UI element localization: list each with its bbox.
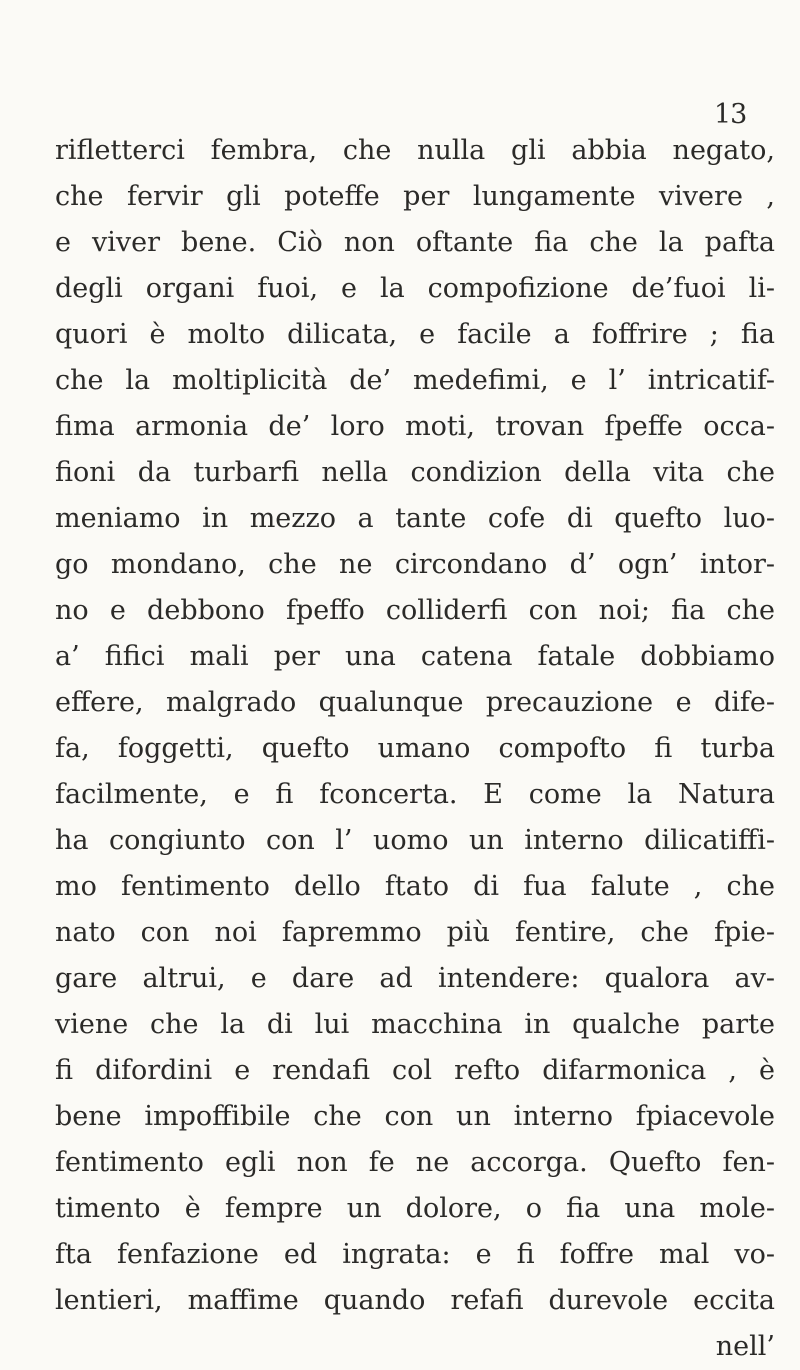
text-line: facilmente, e fi fconcerta. E come la Natura xyxy=(55,779,775,810)
text-line: fentimento egli non fe ne accorga. Quefto fen- xyxy=(55,1147,775,1178)
catchword: nell’ xyxy=(715,1331,775,1362)
text-line: lentieri, maffime quando refafi durevole eccita xyxy=(55,1285,775,1316)
text-line: fioni da turbarfi nella condizion della vita che xyxy=(55,457,775,488)
text-line: quori è molto dilicata, e facile a foffrire ; fia xyxy=(55,319,775,350)
text-line: effere, malgrado qualunque precauzione e dife- xyxy=(55,687,775,718)
text-line: nato con noi fapremmo più fentire, che fpie- xyxy=(55,917,775,948)
text-line: a’ fifici mali per una catena fatale dobbiamo xyxy=(55,641,775,672)
text-line: degli organi fuoi, e la compofizione de’fuoi li- xyxy=(55,273,775,304)
text-line: mo fentimento dello ftato di fua falute , che xyxy=(55,871,775,902)
text-line: fima armonia de’ loro moti, trovan fpeffe occa- xyxy=(55,411,775,442)
text-line: fa, foggetti, quefto umano compofto fi turba xyxy=(55,733,775,764)
text-line: rifletterci fembra, che nulla gli abbia negato, xyxy=(55,135,775,166)
text-line: fi difordini e rendafi col refto difarmonica , è xyxy=(55,1055,775,1086)
text-line: go mondano, che ne circondano d’ ogn’ intor- xyxy=(55,549,775,580)
text-line: che fervir gli poteffe per lungamente vivere , xyxy=(55,181,775,212)
page-number: 13 xyxy=(714,99,747,130)
text-line: no e debbono fpeffo colliderfi con noi; fia che xyxy=(55,595,775,626)
text-line: bene impoffibile che con un interno fpiacevole xyxy=(55,1101,775,1132)
text-line: viene che la di lui macchina in qualche parte xyxy=(55,1009,775,1040)
text-line: meniamo in mezzo a tante cofe di quefto luo- xyxy=(55,503,775,534)
text-line: fta fenfazione ed ingrata: e fi foffre mal vo- xyxy=(55,1239,775,1270)
text-line: che la moltiplicità de’ medefimi, e l’ intricatif- xyxy=(55,365,775,396)
text-line: e viver bene. Ciò non oftante fia che la pafta xyxy=(55,227,775,258)
body-text xyxy=(55,128,775,1370)
text-line: timento è fempre un dolore, o fia una mole- xyxy=(55,1193,775,1224)
text-line: ha congiunto con l’ uomo un interno dilicatiffi- xyxy=(55,825,775,856)
text-line: gare altrui, e dare ad intendere: qualora av- xyxy=(55,963,775,994)
